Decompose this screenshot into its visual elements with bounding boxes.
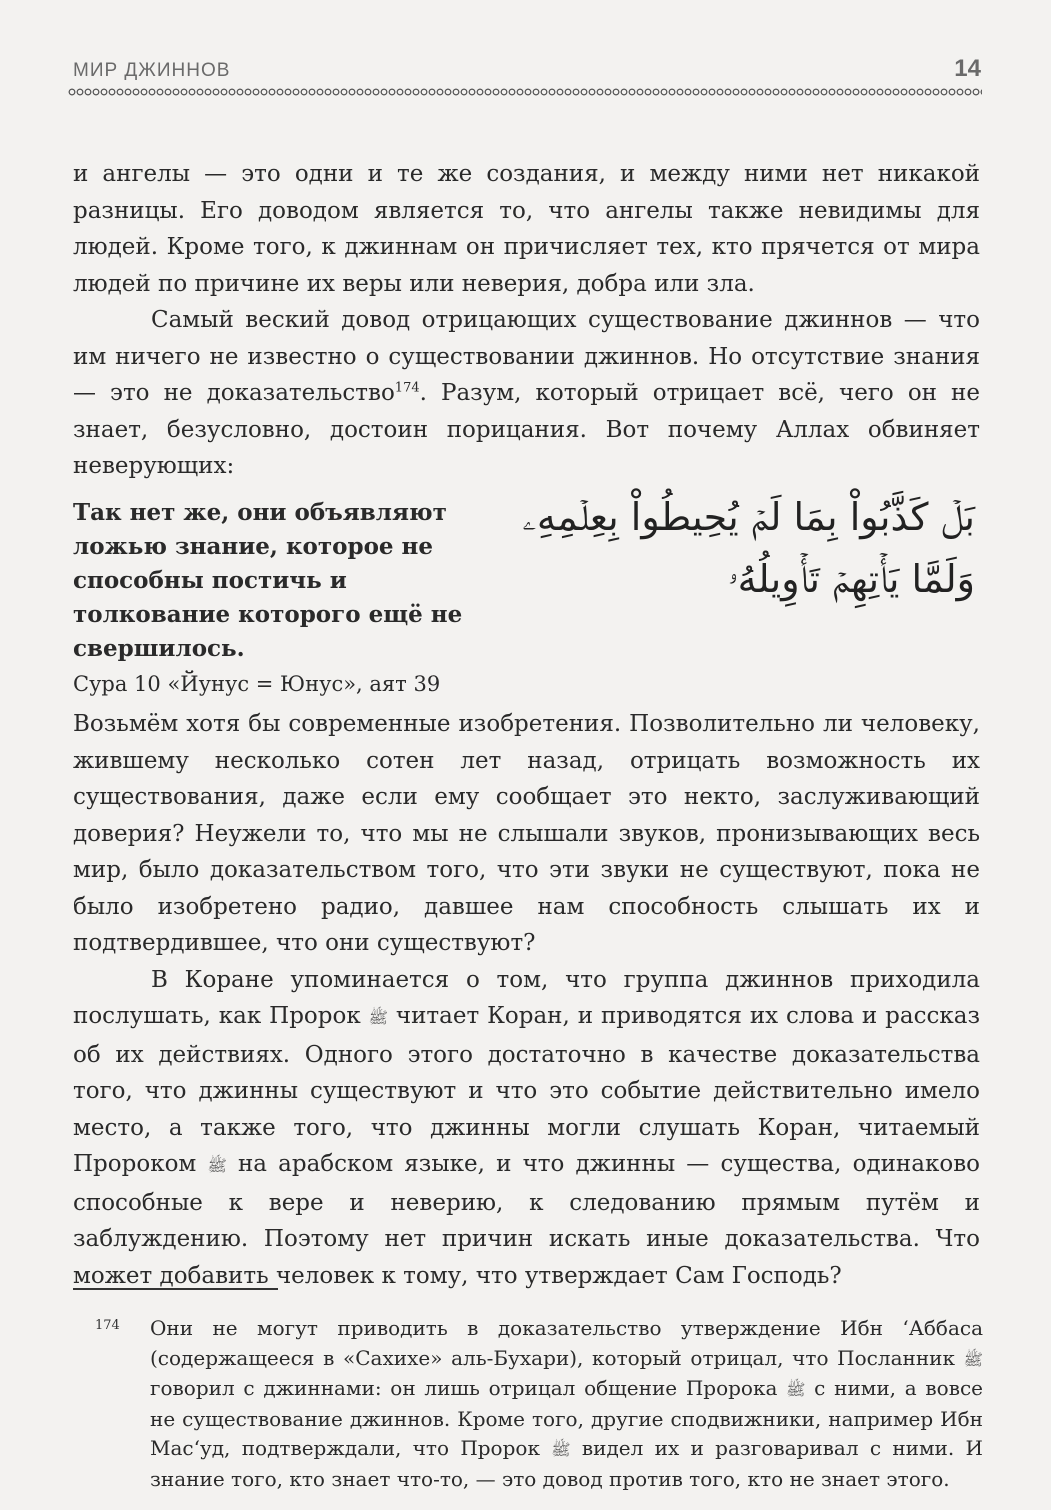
footnote-separator — [73, 1288, 278, 1290]
arabic-line-1: بَلۡ كَذَّبُواْ بِمَا لَمۡ يُحِيطُواْ بِعِلۡمِهِۦ — [522, 495, 975, 539]
salawat-seal-icon: ﷺ — [368, 1008, 388, 1027]
salawat-seal-icon: ﷺ — [207, 1156, 227, 1175]
footnote-text-part3: с ними, а вовсе не существование джиннов. Кроме того, другие сподвижники, например Ибн Мас‘уд, подтверждали, что Пророк — [150, 1376, 983, 1460]
paragraph-quran-jinn-part1: В Коране упоминается о том, что группа джиннов приходила послушать, как Пророк — [73, 966, 980, 1029]
salawat-seal-icon: ﷺ — [786, 1380, 806, 1399]
paragraph-quran-jinn — [73, 962, 980, 1295]
salawat-seal-icon: ﷺ — [551, 1440, 571, 1459]
quran-quote-translation — [73, 496, 493, 700]
bottom-text-block — [73, 706, 980, 1294]
quran-quote-arabic — [520, 486, 975, 610]
footnote-number: 174 — [95, 1318, 120, 1333]
paragraph-quran-jinn-part3: на арабском языке, и что джинны — существа, одинаково способные к вере и неверию, к следованию прямым путём и заблуждению. Поэтому нет причин искать иные доказательства. Что может добавить человек к тому, что утверждает Сам Господь? — [73, 1151, 980, 1289]
top-text-block — [73, 156, 980, 485]
footnote-text-part2: говорил с джиннами: он лишь отрицал общение Пророка — [150, 1376, 787, 1400]
page-number: 14 — [954, 55, 981, 82]
paragraph-main-argument-part2: . Разум, который отрицает всё, чего он не знает, безусловно, достоин порицания. Вот почему Аллах обвиняет неверующих: — [73, 380, 980, 479]
quote-reference: Сура 10 «Йунус = Юнус», аят 39 — [73, 672, 441, 696]
paragraph-continuation: и ангелы — это одни и те же создания, и между ними нет никакой разницы. Его доводом является то, что ангелы также невидимы для людей. Кроме того, к джиннам он причисляет тех, кто прячется от мира людей по причине их веры или неверия, добра или зла. — [73, 161, 980, 297]
paragraph-quran-jinn-part2: читает Коран, и приводятся их слова и рассказ об их действиях. Одного этого достаточно в качестве доказательства того, что джинны существуют и что это событие действительно имело место, а также того, что джинны могли слушать Коран, читаемый Пророком — [73, 1003, 981, 1177]
paragraph-main-argument — [73, 302, 980, 485]
footnote-text — [150, 1314, 983, 1494]
quote-text: Так нет же, они объявляют ложью знание, которое не способны постичь и толкование которого ещё не свершилось. — [73, 499, 463, 662]
footnote-reference[interactable]: 174 — [394, 380, 420, 396]
salawat-seal-icon: ﷺ — [963, 1349, 983, 1369]
paragraph-inventions: Возьмём хотя бы современные изобретения. Позволительно ли человеку, жившему несколько сотен лет назад, отрицать возможность их существования, даже если ему сообщает это некто, заслуживающий доверия? Неужели то, что мы не слышали звуков, пронизывающих весь мир, было доказательством того, что эти звуки не существуют, пока не было изобретено радио, давшее нам способность слышать их и подтвердившее, что они существуют? — [73, 711, 980, 956]
header-ornament-rule — [68, 86, 982, 98]
footnote-text-part1: Они не могут приводить в доказательство утверждение Ибн ‘Аббаса (содержащееся в «Сахихе» аль-Бухари), который отрицал, что Посланник — [150, 1316, 983, 1370]
arabic-line-2: وَلَمَّا يَأۡتِهِمۡ تَأۡوِيلُهُۥ — [728, 557, 975, 601]
running-title: МИР ДЖИННОВ — [73, 60, 231, 81]
paragraph-main-argument-part1: Самый веский довод отрицающих существование джиннов — что им ничего не известно о существовании джиннов. Но отсутствие знания — это не доказательство — [73, 307, 980, 406]
footnote-text-part4: видел их и разговаривал с ними. И знание того, кто знает что-то, — это довод против того, кто не знает этого. — [150, 1436, 983, 1491]
